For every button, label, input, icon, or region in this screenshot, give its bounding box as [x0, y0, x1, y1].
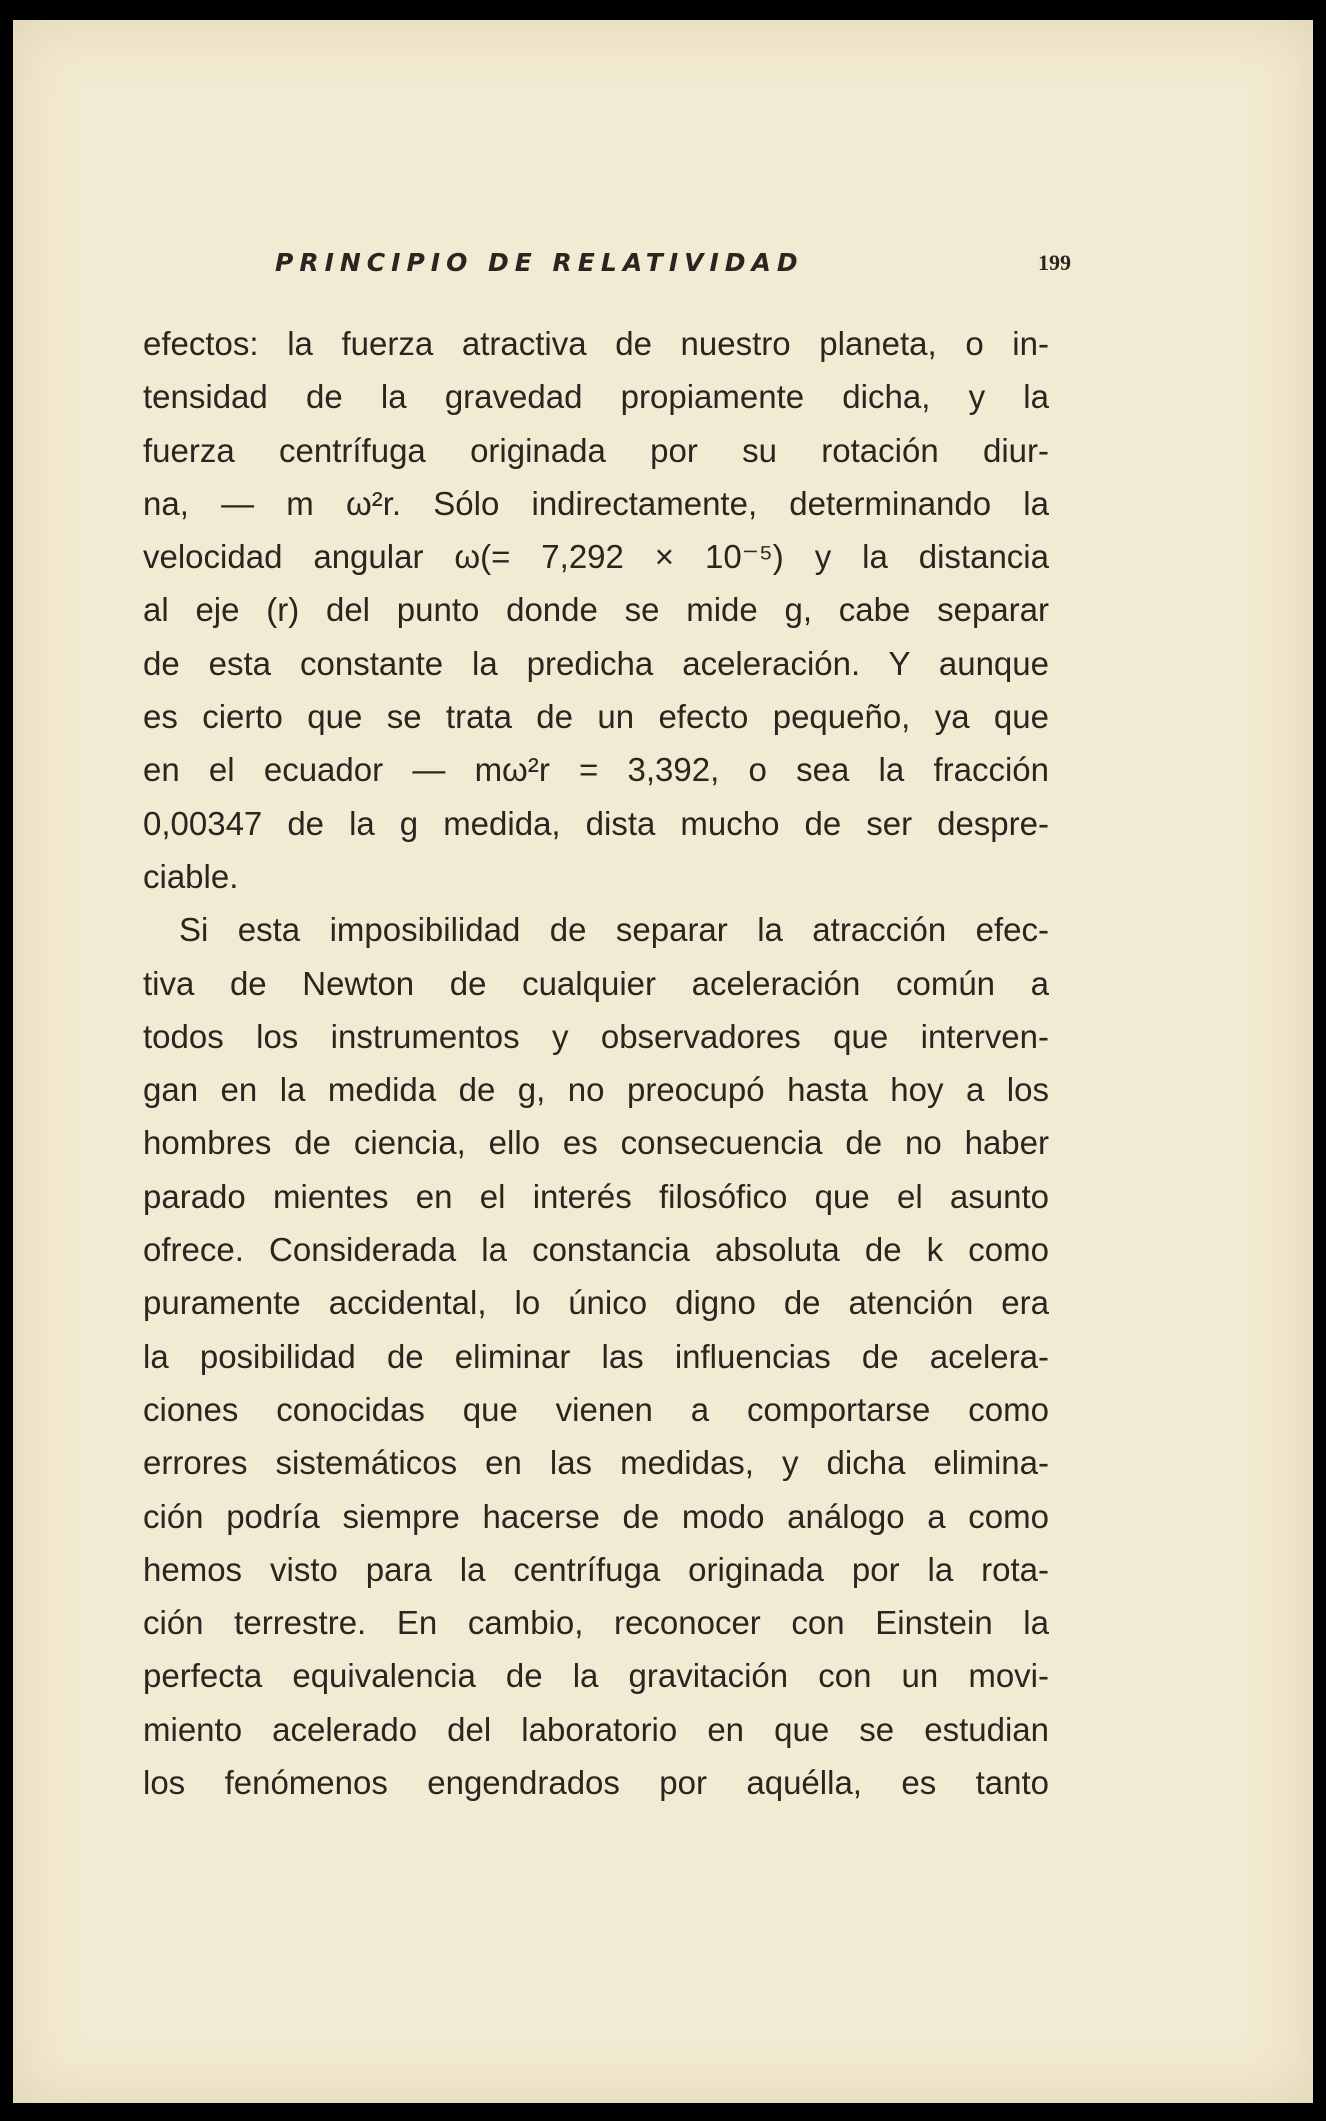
text-line: al eje (r) del punto donde se mide g, cabe separar: [143, 591, 1049, 629]
text-line: ción podría siempre hacerse de modo análogo a como: [143, 1497, 1049, 1535]
text-line: ción terrestre. En cambio, reconocer con Einstein la: [143, 1604, 1049, 1642]
page-header: [13, 248, 1313, 288]
running-title: PRINCIPIO DE RELATIVIDAD: [275, 248, 804, 277]
text-line: miento acelerado del laboratorio en que se estudian: [143, 1710, 1049, 1748]
text-line: todos los instrumentos y observadores que interven-: [143, 1017, 1049, 1055]
text-line: ofrece. Considerada la constancia absoluta de k como: [143, 1231, 1049, 1269]
text-line: la posibilidad de eliminar las influencias de acelera-: [143, 1337, 1049, 1375]
text-line: na, — m ω²r. Sólo indirectamente, determinando la: [143, 484, 1049, 522]
text-line: tiva de Newton de cualquier aceleración común a: [143, 964, 1049, 1002]
text-line: hemos visto para la centrífuga originada por la rota-: [143, 1550, 1049, 1588]
text-line: Si esta imposibilidad de separar la atracción efec-: [179, 911, 1049, 949]
text-line: 0,00347 de la g medida, dista mucho de ser despre-: [143, 804, 1049, 842]
text-line: ciable.: [143, 857, 239, 895]
text-line: los fenómenos engendrados por aquélla, es tanto: [143, 1764, 1049, 1802]
text-line: es cierto que se trata de un efecto pequeño, ya que: [143, 698, 1049, 736]
text-line: tensidad de la gravedad propiamente dicha, y la: [143, 378, 1049, 416]
text-line: fuerza centrífuga originada por su rotación diur-: [143, 431, 1049, 469]
text-line: parado mientes en el interés filosófico que el asunto: [143, 1177, 1049, 1215]
text-line: en el ecuador — mω²r = 3,392, o sea la fracción: [143, 751, 1049, 789]
page-number: 199: [1038, 250, 1071, 275]
text-line: velocidad angular ω(= 7,292 × 10⁻⁵) y la distancia: [143, 538, 1049, 576]
book-page: [13, 20, 1313, 2103]
text-line: de esta constante la predicha aceleración. Y aunque: [143, 644, 1049, 682]
text-line: efectos: la fuerza atractiva de nuestro planeta, o in-: [143, 325, 1049, 362]
text-line: errores sistemáticos en las medidas, y dicha elimina-: [143, 1444, 1049, 1482]
text-line: gan en la medida de g, no preocupó hasta hoy a los: [143, 1071, 1049, 1109]
text-line: puramente accidental, lo único digno de atención era: [143, 1284, 1049, 1322]
body-text: [143, 317, 1049, 1809]
text-line: ciones conocidas que vienen a comportarse como: [143, 1390, 1049, 1428]
text-line: perfecta equivalencia de la gravitación con un movi-: [143, 1657, 1049, 1695]
text-line: hombres de ciencia, ello es consecuencia de no haber: [143, 1124, 1049, 1162]
